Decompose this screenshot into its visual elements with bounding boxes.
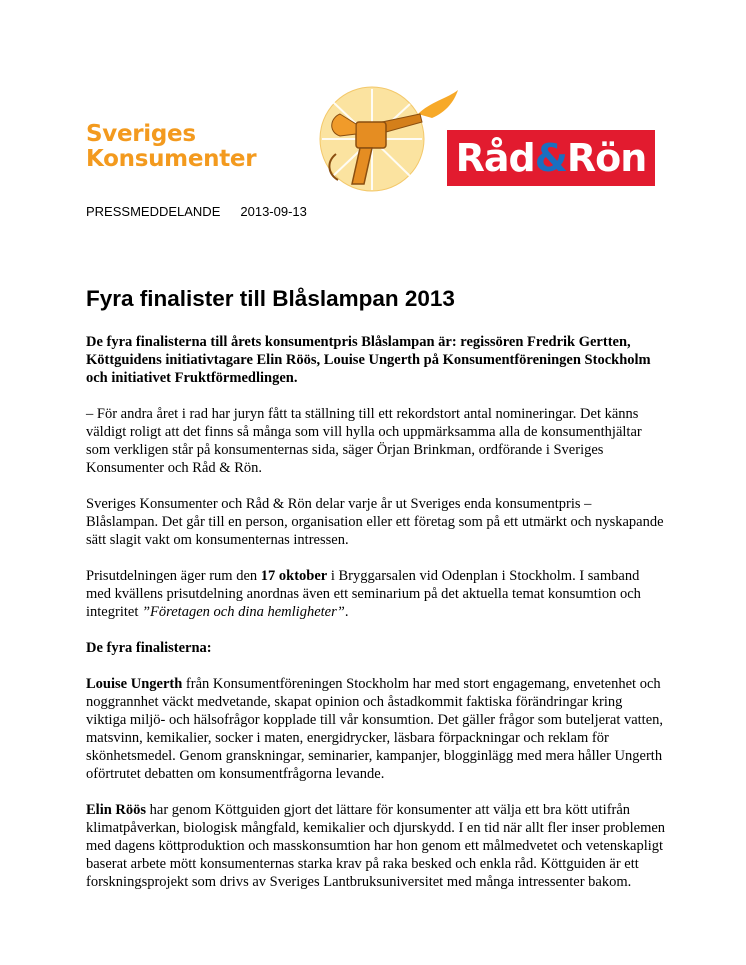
intro-paragraph: De fyra finalisterna till årets konsumentpris Blåslampan är: regissören Fredrik Gertten, Köttguidens initiativtagare Elin Röös, Louise Ungerth på Konsumentföreningen Stockholm och initiativet Fruktförmedlingen. <box>86 334 651 386</box>
press-release-line <box>86 204 307 219</box>
ceremony-date: 17 oktober <box>260 568 328 584</box>
press-date: 2013-09-13 <box>240 204 307 219</box>
press-label: PRESSMEDDELANDE <box>86 204 221 219</box>
page-title: Fyra finalister till Blåslampan 2013 <box>86 286 455 311</box>
blaslampan-torch-icon <box>300 84 460 194</box>
about-paragraph: Sveriges Konsumenter och Råd & Rön delar varje år ut Sveriges enda konsumentpris – Blåslampan. Det går till en person, organisation eller ett företag som på ett utmärkt och nyskapande sätt slagit vakt om konsumenternas intressen. <box>86 496 664 548</box>
article-body <box>86 333 666 909</box>
finalists-heading: De fyra finalisterna: <box>86 640 212 656</box>
sveriges-konsumenter-logo <box>86 122 256 172</box>
rad-ron-logo-text: Råd&Rön <box>455 136 647 180</box>
rad-ron-logo <box>447 130 655 186</box>
finalist-paragraph-roos: Elin Röös har genom Köttguiden gjort det lättare för konsumenter att välja ett bra kött utifrån klimatpåverkan, biologisk mångfald, kemikalier och djurskydd. I en tid när allt fler inser problemen med dagens köttproduktion och masskonsumtion har hon genom ett målmedvetet och vetenskapligt baserat arbete mött konsumenternas starka krav på raka besked och enkla råd. Köttguiden är ett forskningsprojekt som drivs av Sveriges Lantbruksuniversitet med många intressenter bakom. <box>86 802 666 890</box>
quote-paragraph: – För andra året i rad har juryn fått ta ställning till ett rekordstort antal nomineringar. Det känns väldigt roligt att det finns så många som vill hylla och uppmärksamma alla de konsumenthjältar som verkligen står på konsumenternas sida, säger Örjan Brinkman, ordförande i Sveriges Konsumenter och Råd & Rön. <box>86 406 642 476</box>
logo-line-2: Konsumenter <box>86 146 257 172</box>
finalist-paragraph-ungerth: Louise Ungerth från Konsumentföreningen Stockholm har med stort engagemang, envetenhet och noggrannhet väckt medvetande, skapat opinion och åstadkommit faktiska förändringar kring viktiga miljö- och hälsofrågor kopplade till vår konsumtion. Det gäller frågor som buteljerat vatten, matsvinn, kemikalier, socker i maten, energidrycker, läsbara förpackningar och reklam för skönhetsmedel. Genom granskningar, seminarier, kampanjer, blogginlägg med mera håller Ungerth oförtrutet debatten om konsumentfrågorna levande. <box>86 676 664 782</box>
logo-line-1: Sveriges <box>86 121 196 147</box>
ceremony-paragraph: Prisutdelningen äger rum den 17 oktober i Bryggarsalen vid Odenplan i Stockholm. I samband med kvällens prisutdelning anordnas även ett seminarium på det aktuella temat konsumtion och integritet ”Företagen och dina hemligheter”. <box>86 568 641 620</box>
seminar-title: ”Företagen och dina hemligheter” <box>141 604 345 620</box>
finalist-name: Elin Röös <box>86 802 147 818</box>
finalist-name: Louise Ungerth <box>86 676 183 692</box>
